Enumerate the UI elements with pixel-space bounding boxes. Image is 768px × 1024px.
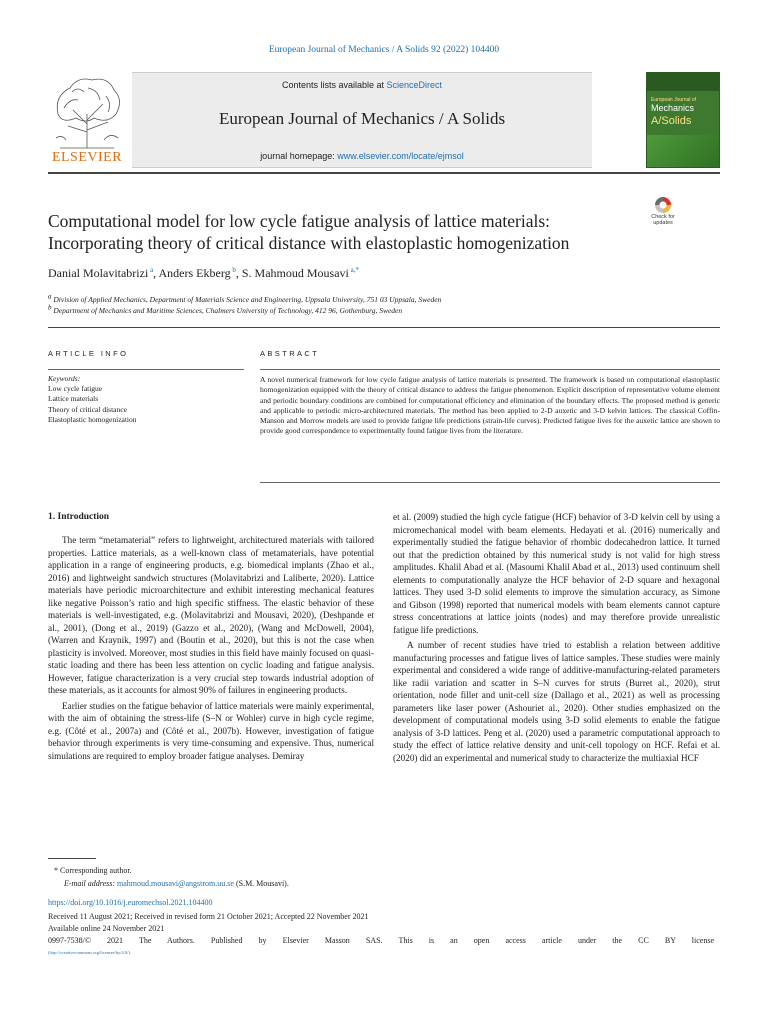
keywords-label: Keywords: [48,374,81,383]
doi-link[interactable]: https://doi.org/10.1016/j.euromechsol.2021.104400 [48,898,213,907]
author-mark[interactable]: a,* [350,266,359,274]
cover-line-2: Mechanics [651,103,695,113]
contents-line [132,80,592,90]
title-rule [48,327,720,328]
journal-homepage-link[interactable]: www.elsevier.com/locate/ejmsol [337,151,464,161]
cover-line-1: European Journal of [651,97,697,103]
check-updates-icon [652,196,674,214]
body-left-column [48,534,374,765]
elsevier-wordmark: ELSEVIER [51,150,123,165]
email-note [64,879,289,888]
cover-line-3: A/Solids [651,115,692,127]
cover-top-band [647,73,720,91]
section-heading: 1. Introduction [48,512,110,522]
author-mark[interactable]: b [232,266,236,274]
sciencedirect-link[interactable]: ScienceDirect [386,80,443,90]
affiliation [48,292,720,304]
author-mark[interactable]: a [150,266,154,274]
journal-cover-image[interactable] [646,72,720,168]
keyword-item: Lattice materials [48,394,99,404]
license-url-link[interactable]: (http://creativecommons.org/licenses/by/4.0/). [48,950,132,955]
keyword-item: Elastoplastic homogenization [48,414,137,424]
footnote-rule [48,858,96,859]
author-list: Danial Molavitabrizi $^a$, Anders Ekberg $^b$, S. Mahmoud Mousavi $^{a,*}$ [48,266,359,280]
keywords-block [48,374,244,425]
email-suffix: (S.M. Mousavi). [233,879,289,888]
homepage-line [132,151,592,161]
body-paragraph: The term “metamaterial” refers to lightweight, architectured materials with tailored properties. Lattice materials, as a well-known class of metamaterials, have potential application in a range of engineering products, e.g. biomedical implants (Zhao et al., 2016) and lightweight sandwich structures (Molavitabrizi and Laliberte, 2020). Lattice materials have periodic microarchitecture and exhibit interesting mechanical features like negative Poisson’s ratio and high specific stiffness. The elastic behavior of these materials is well-investigated, e.g. (Molavitabrizi and Mousavi, 2020), (Deshpande et al., 2001), (Dong et al., 2019) (Gazzo et al., 2020), (Wang and McDowell, 2004), (Warren and Kraynik, 1997) and (Boutin et al., 2020), but this is not the case when plasticity is involved. Moreover, most studies in this field have mainly focused on quasi-static loading and there has been less attention on cyclic loading and fatigue analysis. However, fatigue characterization is a very crucial step towards industrial adoption of these materials, as it accounts for almost 90% of failures in engineering products. [48,535,374,695]
cover-pattern [647,135,720,168]
body-right-column [393,511,720,767]
journal-info-box [132,72,592,168]
contents-prefix: Contents lists available at [281,80,387,90]
journal-banner [48,72,720,168]
affiliation-mark: a [48,292,52,301]
email-label: E-mail address: [64,879,118,888]
affiliation-mark: b [48,303,52,312]
header-rule [48,172,720,174]
journal-name: European Journal of Mechanics / A Solids [218,109,506,128]
homepage-prefix: journal homepage: [260,151,338,161]
author-name[interactable]: Anders Ekberg [158,266,231,280]
abstract-text: A novel numerical framework for low cycle fatigue analysis of lattice materials is presented. The framework is based on computational elastoplastic homogenization equipped with the theory of critical distance to address the fatigue phenomenon. Explicit description of representative volume element and periodic boundary conditions are combined for computational efficiency and elimination of the boundary effects. The proposed method is generic and applicable to periodic micro-architectured materials. The method has been applied to 2-D auxetic and 3-D kelvin lattices. The classical Coffin-Manson and Morrow models are used to provide fatigue life predictions (strain-life curves). Predicted fatigue lives for the auxetic lattice are shown to provide good correspondence to experimentally found fatigue lives from the literature. [260,375,720,436]
affiliation-text: Department of Mechanics and Maritime Sciences, Chalmers University of Technology, 412 96, Gothenburg, Sweden [53,306,403,315]
affiliation-text: Division of Applied Mechanics, Department of Materials Science and Engineering, Uppsala University, 751 03 Uppsala, Sweden [53,295,442,304]
corresponding-author-note: * Corresponding author. [54,866,132,875]
body-paragraph: Earlier studies on the fatigue behavior of lattice materials were mainly experimental, with the aim of obtaining the stress-life (S–N or Wohler) curve in high cycle regime, e.g. (Côté et al., 2007a) and (Côté et al., 2007b). However, investigation of fatigue behavior through experiments is very time-consuming and expensive. Thus, numerical simulations are required to employ broader fatigue analyses. Demiray [48,700,374,761]
article-info-rule [48,369,244,370]
keyword-item: Low cycle fatigue [48,384,103,394]
available-online-date: Available online 24 November 2021 [48,924,165,933]
abstract-rule [260,369,720,370]
author-name[interactable]: S. Mahmoud Mousavi [241,266,349,280]
body-paragraph: A number of recent studies have tried to establish a relation between additive manufacturing processes and fatigue lives of lattice samples. These studies were mainly experimental and considered a wide range of additive-manufacturing-related parameters like radii variation and scatter in S–N curves for struts (Burret al., 2020), strut orientation, node fillet and unit-cell size (Dallago et al., 2021) as well as processing parameters like laser power (Ashouriet al., 2020). Other studies emphasized on the development of computational models using 3-D solid elements to enable the fatigue analysis of 3-D lattices. Peng et al. (2020) used a parametric computational approach to study the effect of lattice relative density and unit-cell topology on HCF. Refai et al. (2020) did an experimental and numerical study to characterize the multiaxial HCF [393,640,720,763]
paper-title [48,210,638,254]
abstract-bottom-rule [260,482,720,483]
affiliation [48,303,720,315]
email-link[interactable]: mahmoud.mousavi@angstrom.uu.se [117,879,234,888]
check-updates-label: Check for updates [651,214,675,226]
abstract-heading: ABSTRACT [260,349,320,358]
check-for-updates-button[interactable] [646,196,680,230]
keyword-item: Theory of critical distance [48,404,127,414]
journal-citation[interactable]: European Journal of Mechanics / A Solids 92 (2022) 104400 [268,45,500,55]
article-info-heading: ARTICLE INFO [48,349,129,358]
license-note: 0997-7538/© 2021 The Authors. Published by Elsevier Masson SAS. This is an open access article under the CC BY license [48,936,714,945]
body-paragraph: et al. (2009) studied the high cycle fatigue (HCF) behavior of 3-D kelvin cell by using a micromechanical model with beam elements. Hedayati et al. (2016) numerically and experimentally studied the fatigue behavior of rhombic dodecahedron lattice. It turned out that the prediction obtained by this numerical study is not valid for high stress amplitudes. Khalil Abad et al. (Masoumi Khalil Abad et al., 2013) used continuum shell elements to computationally analyze the HCF behavior of 2-D square and hexagonal lattices. They used 3-D solid elements to improve the simulation accuracy, as Simone and Gibson (1998) reported that numerical models with beam elements cannot capture stress concentrations at lattice joints (nodes) and may therefore provide unrealistic fatigue life predictions. [393,512,720,635]
received-dates: Received 11 August 2021; Received in revised form 21 October 2021; Accepted 22 November 2021 [48,912,369,921]
author-name[interactable]: Danial Molavitabrizi [48,266,149,280]
title-line-2: Incorporating theory of critical distance with elastoplastic homogenization [48,233,570,253]
title-line-1: Computational model for low cycle fatigue analysis of lattice materials: [48,211,550,231]
